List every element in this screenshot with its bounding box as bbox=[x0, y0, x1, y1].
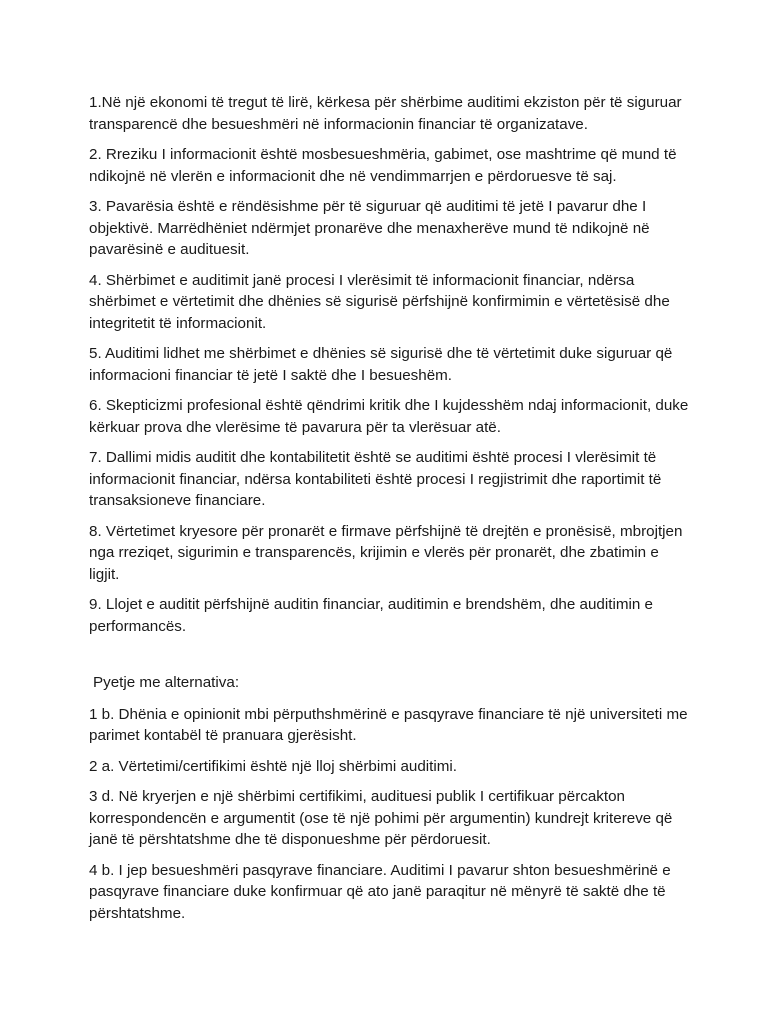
paragraph-3: 3. Pavarësia është e rëndësishme për të siguruar që auditimi të jetë I pavarur dhe I objektivë. Marrëdhëniet ndërmjet pronarëve dhe menaxherëve mund të ndikojnë në pavarësinë e audituesit. bbox=[89, 198, 650, 258]
answer-3: 3 d. Në kryerjen e një shërbimi certifikimi, audituesi publik I certifikuar përcakton korrespondencën e argumentit (ose të një pohimi për argumentin) kundrejt kritereve që janë të përshtatshme dhe të disponueshme për përdoruesit. bbox=[89, 788, 673, 848]
paragraph-7: 7. Dallimi midis auditit dhe kontabilitetit është se auditimi është procesi I vlerësimit të informacionit financiar, ndërsa kontabiliteti është procesi I regjistrimit dhe raportimit të transaksioneve financiare. bbox=[89, 449, 662, 509]
paragraph-8: 8. Vërtetimet kryesore për pronarët e firmave përfshijnë të drejtën e pronësisë, mbrojtjen nga rreziqet, sigurimin e transparencës, krijimin e vlerës për pronarët, dhe zbatimin e ligjit. bbox=[89, 522, 683, 583]
section-heading: Pyetje me alternativa: bbox=[93, 674, 240, 691]
paragraph-2: 2. Rreziku I informacionit është mosbesueshmëria, gabimet, ose mashtrime që mund të ndikojnë në vlerën e informacionit dhe në vendimmarrjen e përdoruesve të saj. bbox=[89, 146, 677, 185]
answer-1: 1 b. Dhënia e opinionit mbi përputhshmërinë e pasqyrave financiare të një universiteti me parimet kontabël të pranuara gjerësisht. bbox=[89, 705, 688, 744]
answer-4: 4 b. I jep besueshmëri pasqyrave financiare. Auditimi I pavarur shton besueshmërinë e pasqyrave financiare duke konfirmuar që ato janë paraqitur në mënyrë të saktë dhe të përshtatshme. bbox=[89, 861, 671, 922]
paragraph-9: 9. Llojet e auditit përfshijnë auditin financiar, auditimin e brendshëm, dhe auditimin e performancës. bbox=[89, 596, 653, 635]
paragraph-4: 4. Shërbimet e auditimit janë procesi I vlerësimit të informacionit financiar, ndërsa shërbimet e vërtetimit dhe dhënies së sigurisë përfshijnë konfirmimin e vërtetësisë dhe integritetit të informacionit. bbox=[89, 271, 670, 332]
paragraph-6: 6. Skepticizmi profesional është qëndrimi kritik dhe I kujdesshëm ndaj informacionit, duke kërkuar prova dhe vlerësime të pavarura për ta vlerësuar atë. bbox=[89, 397, 689, 436]
paragraph-5: 5. Auditimi lidhet me shërbimet e dhënies së sigurisë dhe të vërtetimit duke siguruar që informacioni financiar të jetë I saktë dhe I besueshëm. bbox=[89, 345, 673, 384]
paragraph-1: 1.Në një ekonomi të tregut të lirë, kërkesa për shërbime auditimi ekziston për të siguruar transparencë dhe besueshmëri në informacionin financiar të organizatave. bbox=[89, 94, 682, 133]
answer-2: 2 a. Vërtetimi/certifikimi është një lloj shërbimi auditimi. bbox=[89, 757, 458, 775]
document-body bbox=[89, 92, 689, 933]
